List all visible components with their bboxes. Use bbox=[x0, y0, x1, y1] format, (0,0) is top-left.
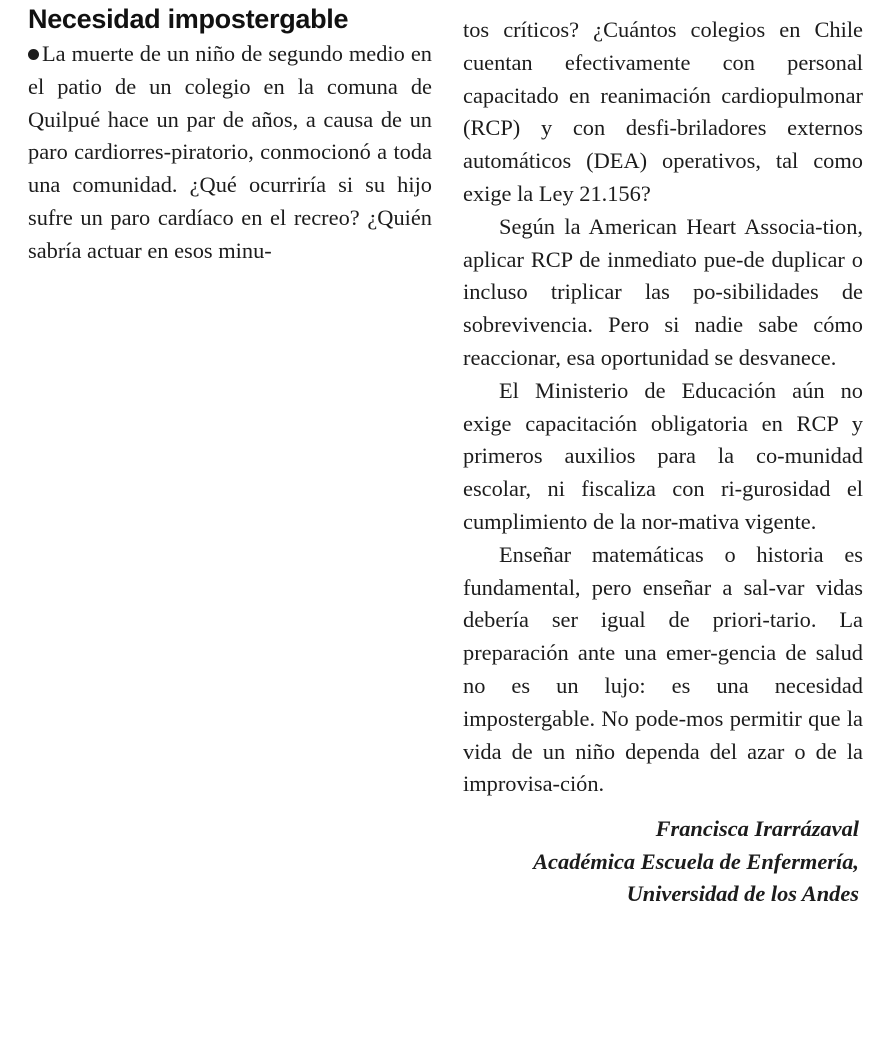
signature-block bbox=[463, 813, 863, 911]
opening-paragraph bbox=[28, 38, 432, 268]
opening-paragraph-continuation: tos críticos? ¿Cuántos colegios en Chile cuentan efectivamente con personal capacitado en reanimación cardiopulmonar (RCP) y con desfi-briladores externos automáticos (DEA) operativos, tal como exige la Ley 21.156? bbox=[463, 17, 863, 206]
paragraph-ministerio: El Ministerio de Educación aún no exige capacitación obligatoria en RCP y primeros auxilios para la co-munidad escolar, ni fiscaliza con ri-gurosidad el cumplimiento de la nor-mativa vigente. bbox=[463, 377, 863, 534]
paragraph-conclusion: Enseñar matemáticas o historia es fundamental, pero enseñar a sal-var vidas debería ser igual de priori-tario. La preparación ante una emer-gencia de salud no es un lujo: es una necesidad impostergable. No pode-mos permitir que la vida de un niño dependa del azar o de la improvisa-ción. bbox=[463, 541, 863, 797]
letter-headline: Necesidad impostergable bbox=[28, 4, 349, 34]
author-role: Académica Escuela de Enfermería, bbox=[533, 848, 859, 874]
paragraph-aha: Según la American Heart Associa-tion, aplicar RCP de inmediato pue-de duplicar o incluso triplicar las po-sibilidades de sobrevivencia. Pero si nadie sabe cómo reaccionar, esa oportunidad se desvanece. bbox=[463, 213, 863, 370]
opening-paragraph-text: La muerte de un niño de segundo medio en el patio de un colegio en la comuna de Quilpué hace un par de años, a causa de un paro cardiorres-piratorio, conmocionó a toda una comunidad. ¿Qué ocurriría si su hijo sufre un paro cardíaco en el recreo? ¿Quién sabría actuar en esos minu- bbox=[28, 41, 432, 263]
author-institution: Universidad de los Andes bbox=[626, 881, 859, 907]
left-column bbox=[28, 4, 432, 268]
bullet-icon bbox=[28, 49, 39, 60]
right-column bbox=[463, 14, 863, 911]
author-name: Francisca Irarrázaval bbox=[655, 816, 859, 842]
